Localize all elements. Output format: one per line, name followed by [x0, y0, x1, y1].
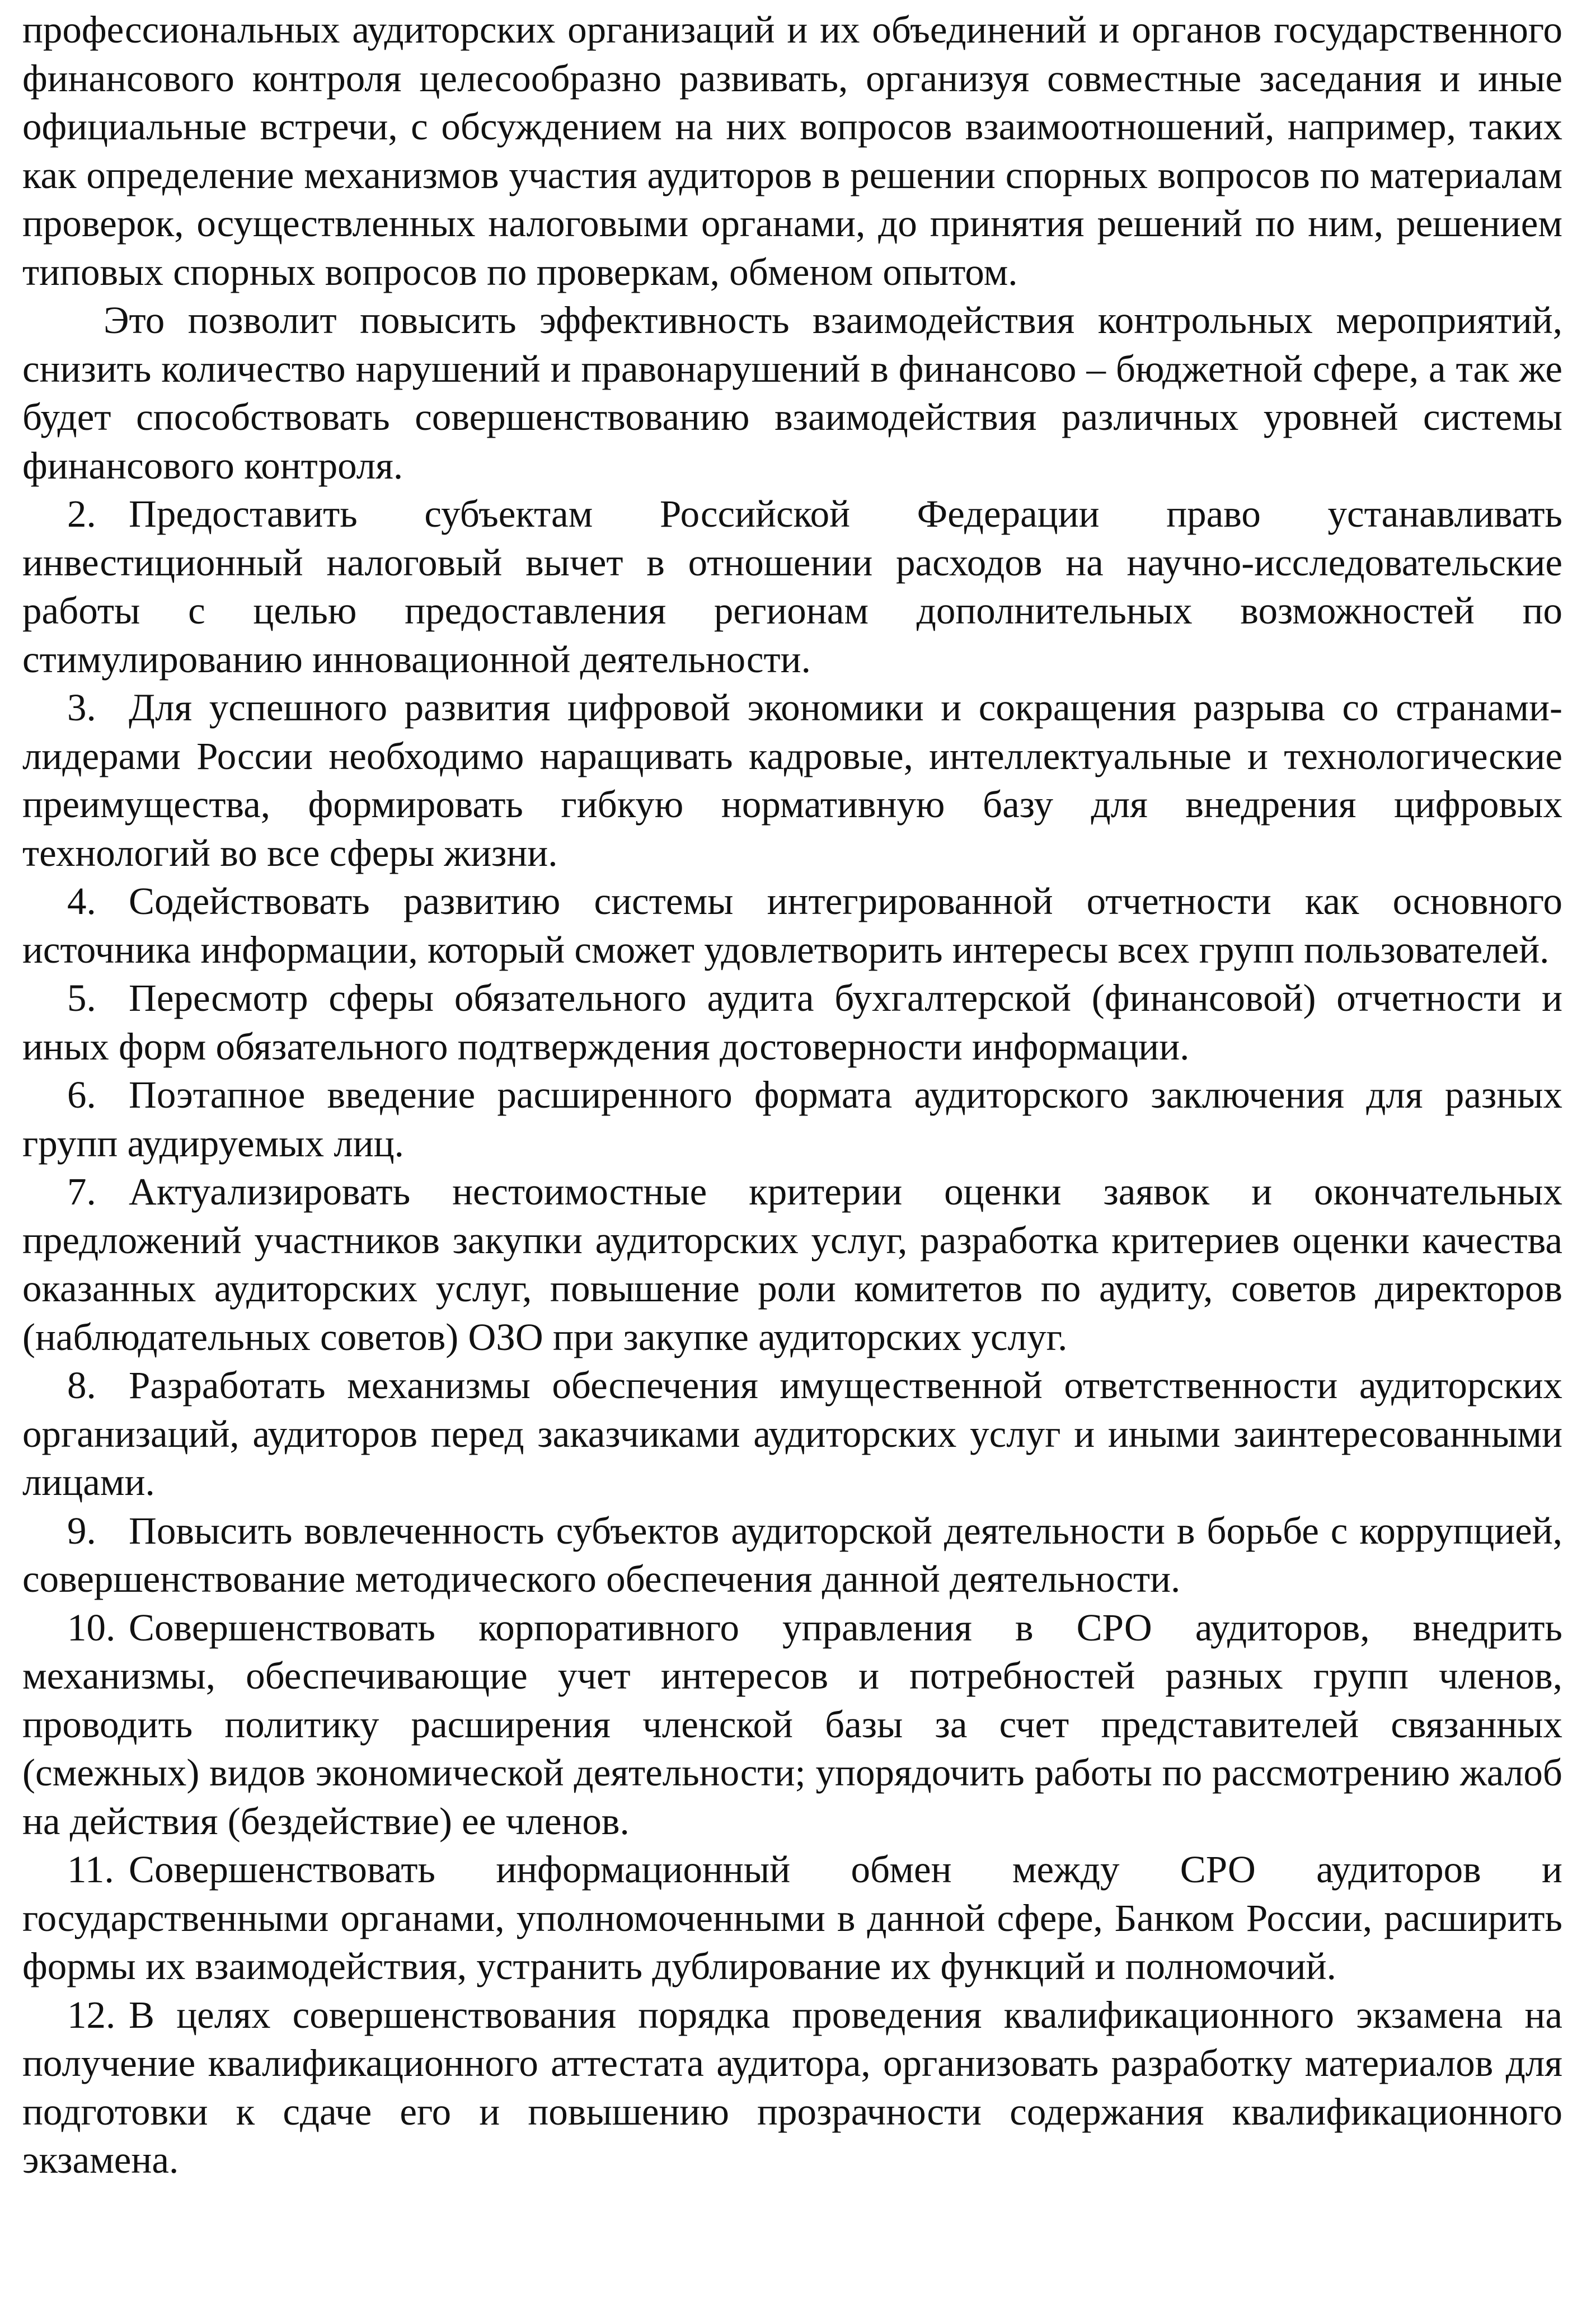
list-item [22, 1507, 1562, 1604]
list-item-number: 7. [67, 1170, 96, 1213]
list-item [22, 877, 1562, 974]
list-item [22, 1071, 1562, 1168]
list-item-number: 9. [67, 1509, 96, 1552]
list-item-text: Повысить вовлеченность субъектов аудиторской деятельности в борьбе с коррупцией, совершенствование методического обеспечения данной деятельности. [22, 1509, 1562, 1600]
paragraph-conclusion: Это позволит повысить эффективность взаимодействия контрольных мероприятий, снизить количество нарушений и правонарушений в финансово – бюджетной сфере, а так же будет способствовать совершенствованию взаимодействия различных уровней системы финансового контроля. [22, 299, 1562, 487]
list-item-text: Совершенствовать корпоративного управления в СРО аудиторов, внедрить механизмы, обеспечивающие учет интересов и потребностей разных групп членов, проводить политику расширения членской базы за счет представителей связанных (смежных) видов экономической деятельности; упорядочить работы по рассмотрению жалоб на действия (бездействие) ее членов. [22, 1606, 1562, 1843]
list-item-number: 11. [67, 1848, 114, 1891]
list-item [22, 1361, 1562, 1507]
list-item-number: 5. [67, 977, 96, 1019]
list-item-number: 6. [67, 1073, 96, 1116]
list-item-text: Для успешного развития цифровой экономики и сокращения разрыва со странами-лидерами России необходимо наращивать кадровые, интеллектуальные и технологические преимущества, формировать гибкую нормативную базу для внедрения цифровых технологий во все сферы жизни. [22, 686, 1562, 874]
list-item-text: Содействовать развитию системы интегрированной отчетности как основного источника информации, который сможет удовлетворить интересы всех групп пользователей. [22, 880, 1562, 971]
list-item-number: 10. [67, 1606, 116, 1649]
list-item-number: 2. [67, 493, 96, 535]
list-item-text: В целях совершенствования порядка проведения квалификационного экзамена на получение квалификационного аттестата аудитора, организовать разработку материалов для подготовки к сдаче его и повышению прозрачности содержания квалификационного экзамена. [22, 1993, 1562, 2181]
list-item [22, 1168, 1562, 1361]
list-item-text: Актуализировать нестоимостные критерии оценки заявок и окончательных предложений участников закупки аудиторских услуг, разработка критериев оценки качества оказанных аудиторских услуг, повышение роли комитетов по аудиту, советов директоров (наблюдательных советов) ОЗО при закупке аудиторских услуг. [22, 1170, 1562, 1358]
list-item-text: Предоставить субъектам Российской Федерации право устанавливать инвестиционный налоговый вычет в отношении расходов на научно-исследовательские работы с целью предоставления регионам дополнительных возможностей по стимулированию инновационной деятельности. [22, 493, 1562, 681]
list-item [22, 1845, 1562, 1991]
list-item-number: 3. [67, 686, 96, 729]
list-item-number: 12. [67, 1993, 116, 2036]
list-item [22, 1991, 1562, 2184]
list-item-number: 4. [67, 880, 96, 922]
list-item-text: Пересмотр сферы обязательного аудита бухгалтерской (финансовой) отчетности и иных форм обязательного подтверждения достоверности информации. [22, 977, 1562, 1068]
list-item [22, 974, 1562, 1071]
paragraph-continuation: профессиональных аудиторских организаций и их объединений и органов государственного финансового контроля целесообразно развивать, организуя совместные заседания и иные официальные встречи, с обсуждением на них вопросов взаимоотношений, например, таких как определение механизмов участия аудиторов в решении спорных вопросов по материалам проверок, осуществленных налоговыми органами, до принятия решений по ним, решением типовых спорных вопросов по проверкам, обменом опытом. [22, 8, 1562, 293]
list-item [22, 683, 1562, 877]
list-item [22, 490, 1562, 683]
list-item-text: Совершенствовать информационный обмен между СРО аудиторов и государственными органами, уполномоченными в данной сфере, Банком России, расширить формы их взаимодействия, устранить дублирование их функций и полномочий. [22, 1848, 1562, 1987]
list-item-text: Разработать механизмы обеспечения имущественной ответственности аудиторских организаций, аудиторов перед заказчиками аудиторских услуг и иными заинтересованными лицами. [22, 1364, 1562, 1503]
list-item [22, 1604, 1562, 1846]
list-item [22, 2184, 1562, 2233]
list-item-number: 8. [67, 1364, 96, 1407]
document-page [22, 6, 1562, 2233]
list-item-text: Поэтапное введение расширенного формата аудиторского заключения для разных групп аудируемых лиц. [22, 1073, 1562, 1165]
